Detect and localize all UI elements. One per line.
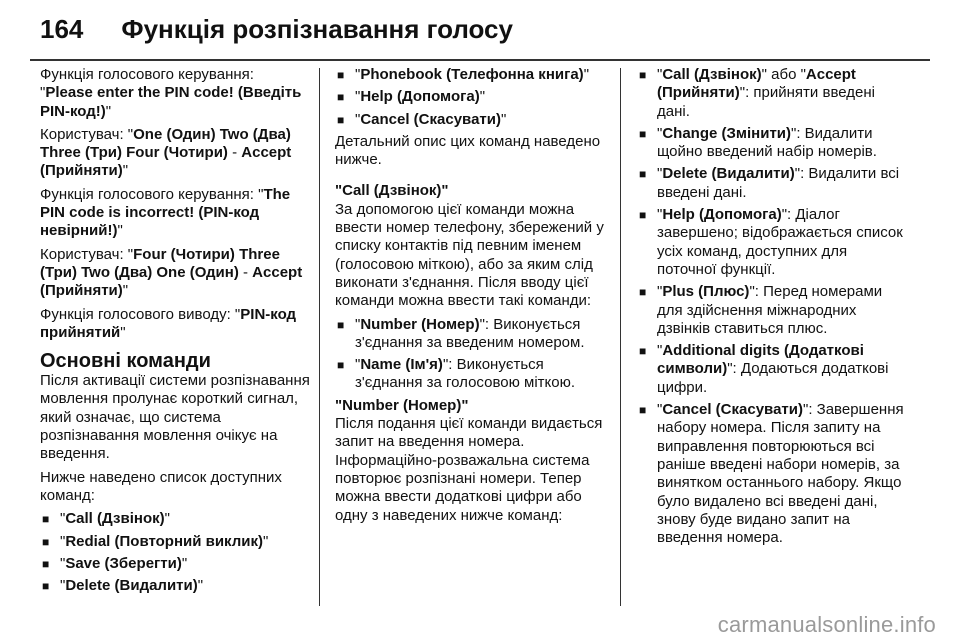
voice-prompt: Please enter the PIN code! (Введіть PIN-код!): [40, 84, 302, 120]
column-divider-1: [319, 68, 320, 606]
list-item: ■ "Redial (Повторний виклик)": [40, 533, 310, 551]
page-number: 164: [40, 14, 84, 44]
user-command: Accept (Прийняти): [40, 144, 292, 180]
user-command: Accept (Прийняти): [40, 263, 303, 300]
dialog-line: Функція голосового керування: "The PIN code is incorrect! (PIN-код невірний!)": [40, 185, 291, 240]
command-list: [637, 66, 907, 547]
list-item: ■ "Delete (Видалити)": Видалити всі введені дані.: [637, 165, 907, 202]
list-item: ■ "Number (Номер)": Виконується з'єднання за введеним номером.: [335, 316, 605, 353]
subsection-title: "Call (Дзвінок)": [335, 182, 449, 200]
header-divider: [30, 59, 930, 61]
list-item: ■ "Change (Змінити)": Видалити щойно введений набір номерів.: [637, 125, 907, 162]
section-title: Основні команди: [40, 350, 211, 373]
paragraph: Детальний опис цих команд наведено нижче.: [335, 132, 601, 169]
command-list: [40, 510, 310, 595]
paragraph: Після подання цієї команди видається запит на введення номера. Інформаційно-розважальна система повторює розпізнані номери. Тепер можна ввести додаткові цифри або одну з наведених нижче команд:: [335, 415, 603, 524]
list-item: ■ "Additional digits (Додаткові символи)": Додаються додаткові цифри.: [637, 342, 907, 397]
column-3: [637, 66, 907, 551]
dialog-line: Функція голосового керування: "Please enter the PIN code! (Введіть PIN-код!)": [40, 66, 302, 120]
paragraph: За допомогою цієї команди можна ввести номер телефону, збережений у списку контактів під певним іменем (голосовою міткою), або за яким слід виконати з'єднання. Після вводу цієї команди можна ввести такі команди:: [335, 200, 604, 310]
list-item: ■ "Save (Зберегти)": [40, 555, 310, 573]
voice-prompt: The PIN code is incorrect! (PIN-код невірний!): [40, 185, 291, 240]
list-item: ■ "Delete (Видалити)": [40, 577, 310, 595]
list-item: ■ "Help (Допомога)": [335, 88, 605, 106]
page-header: [40, 14, 930, 54]
list-item: ■ "Help (Допомога)": Діалог завершено; відображається список усіх команд, доступних для поточної функції.: [637, 206, 907, 279]
list-item: ■ "Plus (Плюс)": Перед номерами для здійснення міжнародних дзвінків ставиться плюс.: [637, 283, 907, 338]
paragraph: Після активації системи розпізнавання мовлення пролунає короткий сигнал, який означає, що система розпізнавання мовлення очікує на введення.: [40, 372, 310, 463]
command-list: [335, 66, 605, 129]
list-item: ■ "Phonebook (Телефонна книга)": [335, 66, 605, 84]
user-command: Four (Чотири) Three (Три) Two (Два) One (Один): [40, 245, 280, 281]
dialog-line: Користувач: "One (Один) Two (Два) Three (Три) Four (Чотири) - Accept (Прийняти)": [40, 125, 292, 180]
column-2: [335, 66, 605, 530]
subsection-title: "Number (Номер)": [335, 396, 469, 414]
command-list: [335, 316, 605, 393]
list-item: ■ "Cancel (Скасувати)": Завершення набору номера. Після запиту на виправлення повторюються всі раніше введені набори номерів, за винятком останнього набору. Якщо було видалено всі введені дані, знову буде видано запит на введення номера.: [637, 401, 907, 547]
watermark: carmanualsonline.info: [717, 612, 936, 637]
page-title: Функція розпізнавання голосу: [121, 14, 513, 44]
list-item: ■ "Cancel (Скасувати)": [335, 111, 605, 129]
list-item: ■ "Name (Ім'я)": Виконується з'єднання за голосовою міткою.: [335, 356, 605, 393]
column-divider-2: [620, 68, 621, 606]
dialog-line: Користувач: "Four (Чотири) Three (Три) Two (Два) One (Один) - Accept (Прийняти)": [40, 245, 303, 300]
paragraph: Нижче наведено список доступних команд:: [40, 468, 282, 504]
list-item: ■ "Call (Дзвінок)" або "Accept (Прийняти)": прийняти введені дані.: [637, 66, 907, 121]
column-1: [40, 66, 310, 599]
dialog-line: Функція голосового виводу: "PIN-код прийнятий": [40, 305, 297, 341]
voice-output: PIN-код прийнятий: [40, 305, 297, 341]
user-command: One (Один) Two (Два) Three (Три) Four (Чотири): [40, 125, 291, 162]
list-item: ■ "Call (Дзвінок)": [40, 510, 310, 528]
